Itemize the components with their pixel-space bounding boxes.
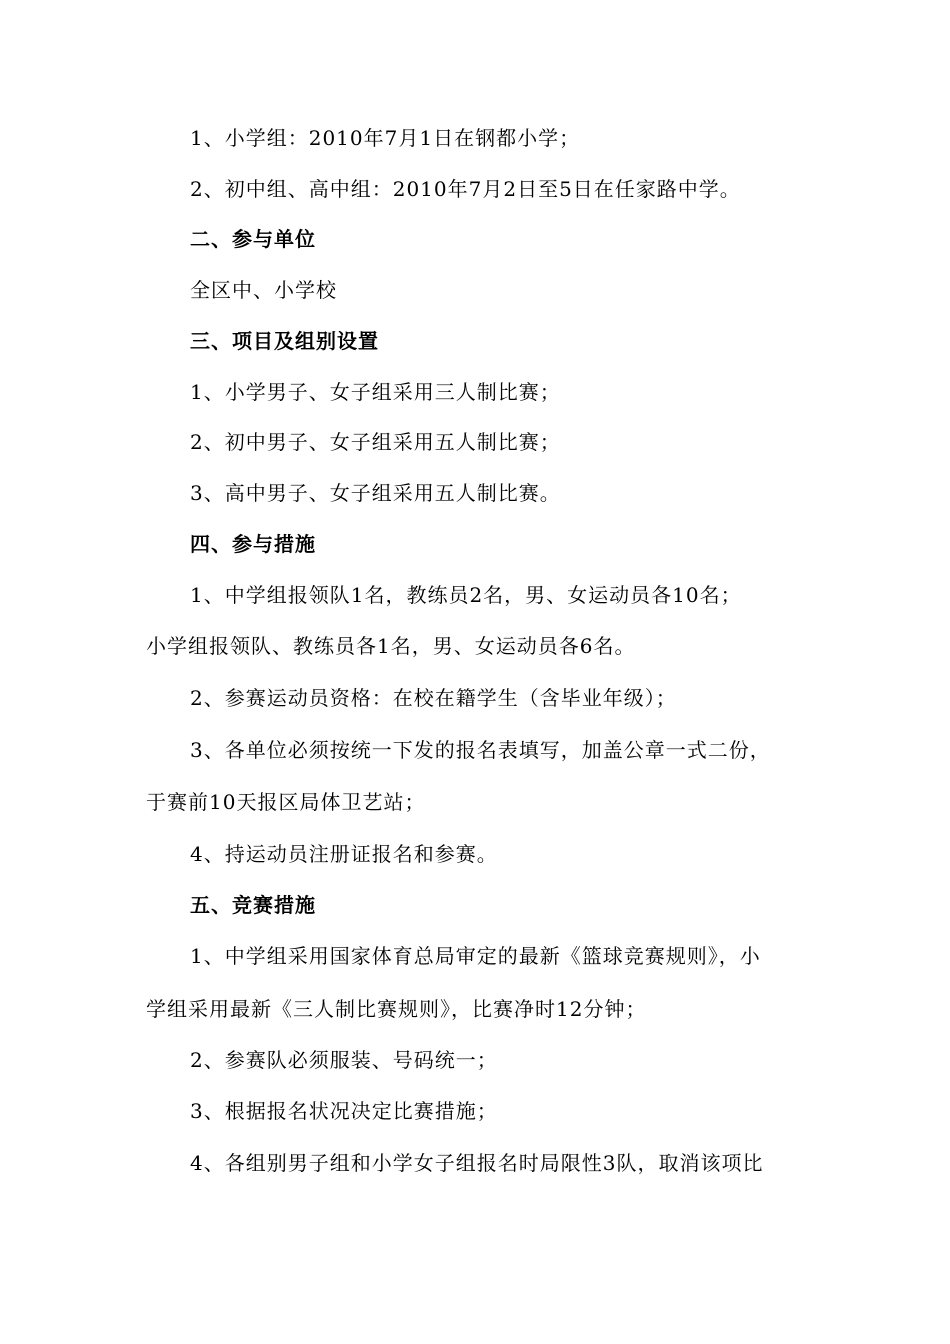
paragraph-line: 3、根据报名状况决定比赛措施；	[190, 1099, 498, 1123]
paragraph-line: 学组采用最新《三人制比赛规则》，比赛净时12分钟；	[146, 997, 647, 1021]
paragraph-line: 2、初中男子、女子组采用五人制比赛；	[190, 430, 561, 454]
paragraph-line: 3、各单位必须按统一下发的报名表填写，加盖公章一式二份，	[190, 738, 771, 762]
paragraph-line: 于赛前10天报区局体卫艺站；	[146, 790, 426, 814]
paragraph-line: 全区中、小学校	[190, 278, 337, 302]
paragraph-line: 1、小学男子、女子组采用三人制比赛；	[190, 380, 561, 404]
section-heading: 二、参与单位	[190, 227, 316, 251]
paragraph-line: 1、中学组报领队1名，教练员2名，男、女运动员各10名；	[190, 583, 742, 607]
paragraph-line: 1、小学组：2010年7月1日在钢都小学；	[190, 126, 581, 150]
paragraph-line: 4、各组别男子组和小学女子组报名时局限性3队，取消该项比	[190, 1151, 764, 1175]
paragraph-line: 2、参赛队必须服装、号码统一；	[190, 1048, 498, 1072]
paragraph-line: 4、持运动员注册证报名和参赛。	[190, 842, 498, 866]
paragraph-line: 小学组报领队、教练员各1名，男、女运动员各6名。	[146, 634, 636, 658]
paragraph-line: 2、参赛运动员资格：在校在籍学生（含毕业年级）；	[190, 686, 677, 710]
paragraph-line: 1、中学组采用国家体育总局审定的最新《篮球竞赛规则》，小	[190, 944, 761, 968]
section-heading: 五、竞赛措施	[190, 893, 316, 917]
section-heading: 四、参与措施	[190, 532, 316, 556]
section-heading: 三、项目及组别设置	[190, 329, 379, 353]
paragraph-line: 3、高中男子、女子组采用五人制比赛。	[190, 481, 561, 505]
paragraph-line: 2、初中组、高中组：2010年7月2日至5日在任家路中学。	[190, 177, 741, 201]
